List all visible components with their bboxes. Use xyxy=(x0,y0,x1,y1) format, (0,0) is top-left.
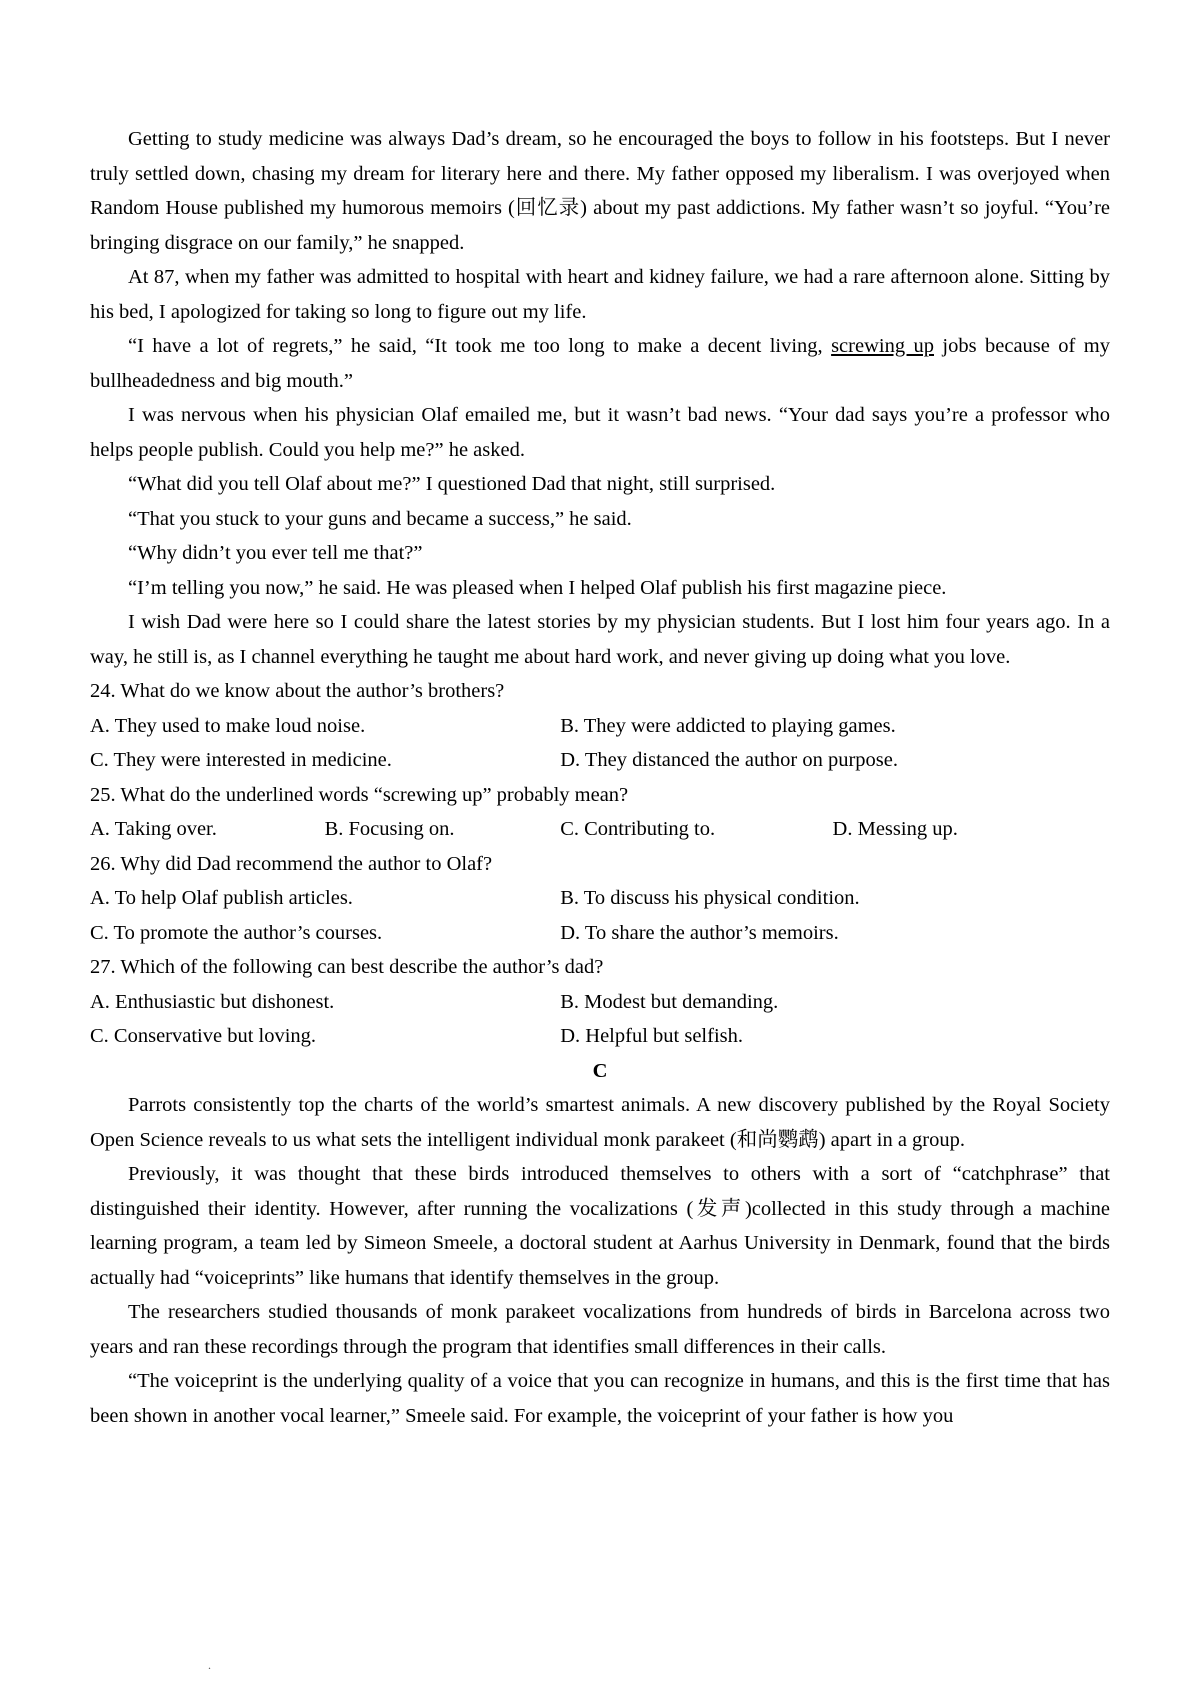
question-27-option-a: A. Enthusiastic but dishonest. xyxy=(90,990,335,1013)
stray-print-mark: . xyxy=(208,1658,211,1672)
passage-b-paragraph-5: “What did you tell Olaf about me?” I questioned Dad that night, still surprised. xyxy=(128,473,776,495)
question-25-option-b: B. Focusing on. xyxy=(324,818,455,840)
question-25-option-a: A. Taking over. xyxy=(90,818,217,840)
passage-c-paragraph-3: The researchers studied thousands of monk parakeet vocalizations from hundreds of birds in Barcelona across two years and ran these recordings through the program that identifies small differences in their calls. xyxy=(90,1301,1110,1358)
passage-b-paragraph-7: “Why didn’t you ever tell me that?” xyxy=(128,542,423,564)
passage-b-paragraph-4: I was nervous when his physician Olaf emailed me, but it wasn’t bad news. “Your dad says you’re a professor who helps people publish. Could you help me?” he asked. xyxy=(90,404,1110,461)
question-25-option-c: C. Contributing to. xyxy=(560,818,716,840)
paragraph-text-before: “I have a lot of regrets,” he said, “It took me too long to make a decent living, xyxy=(128,335,832,357)
question-24 xyxy=(90,674,1110,778)
question-27-option-d: D. Helpful but selfish. xyxy=(560,1025,743,1047)
question-26-options-row-2 xyxy=(90,916,1110,951)
question-24-options-row-2 xyxy=(90,743,1110,778)
question-27-option-c: C. Conservative but loving. xyxy=(90,1025,317,1047)
passage-c-paragraph-4: “The voiceprint is the underlying quality of a voice that you can recognize in humans, and this is the first time that has been shown in another vocal learner,” Smeele said. For example, the voiceprint of your father is how you xyxy=(90,1370,1110,1427)
passage-b-paragraph-2: At 87, when my father was admitted to hospital with heart and kidney failure, we had a rare afternoon alone. Sitting by his bed, I apologized for taking so long to figure out my life. xyxy=(90,266,1110,323)
question-26-option-b: B. To discuss his physical condition. xyxy=(560,887,860,909)
paragraph-text-after: jobs because of my bullheadedness and big mouth.” xyxy=(90,335,1110,392)
question-25-text: 25. What do the underlined words “screwing up” probably mean? xyxy=(90,783,629,806)
question-26-option-d: D. To share the author’s memoirs. xyxy=(560,921,839,944)
question-24-options-row-1 xyxy=(90,709,1110,744)
passage-b-paragraph-1: Getting to study medicine was always Dad’s dream, so he encouraged the boys to follow in his footsteps. But I never truly settled down, chasing my dream for literary here and there. My father opposed my liberalism. I was overjoyed when Random House published my humorous memoirs (回忆录) about my past addictions. My father wasn’t so joyful. “You’re bringing disgrace on our family,” he snapped. xyxy=(90,128,1110,254)
section-c-heading: C xyxy=(592,1059,608,1082)
question-24-option-a: A. They used to make loud noise. xyxy=(90,714,366,737)
passage-c-paragraph-2: Previously, it was thought that these birds introduced themselves to others with a sort of “catchphrase” that distinguished their identity. However, after running the vocalizations (发声)collected in this study through a machine learning program, a team led by Simeon Smeele, a doctoral student at Aarhus University in Denmark, found that the birds actually had “voiceprints” like humans that identify themselves in the group. xyxy=(90,1163,1110,1289)
question-27-option-b: B. Modest but demanding. xyxy=(560,990,779,1013)
question-27-options-row-2 xyxy=(90,1019,1110,1054)
question-24-option-c: C. They were interested in medicine. xyxy=(90,749,392,771)
question-26-options-row-1 xyxy=(90,881,1110,916)
question-25-options-row xyxy=(90,812,1110,847)
passage-b-paragraph-9: I wish Dad were here so I could share the latest stories by my physician students. But I lost him four years ago. In a way, he still is, as I channel everything he taught me about hard work, and never giving up doing what you love. xyxy=(90,611,1110,668)
passage-c-paragraph-1: Parrots consistently top the charts of the world’s smartest animals. A new discovery published by the Royal Society Open Science reveals to us what sets the intelligent individual monk parakeet (和尚鹦鹉) apart in a group. xyxy=(90,1094,1110,1151)
question-26-option-a: A. To help Olaf publish articles. xyxy=(90,887,353,909)
question-24-option-d: D. They distanced the author on purpose. xyxy=(560,749,899,771)
question-27-options-row-1 xyxy=(90,985,1110,1020)
question-26-option-c: C. To promote the author’s courses. xyxy=(90,921,383,944)
passage-b-paragraph-6: “That you stuck to your guns and became a success,” he said. xyxy=(128,507,632,530)
passage-b-paragraph-3 xyxy=(90,329,1110,398)
passage-b-paragraph-8: “I’m telling you now,” he said. He was pleased when I helped Olaf publish his first magazine piece. xyxy=(128,576,947,599)
question-26 xyxy=(90,847,1110,951)
question-24-option-b: B. They were addicted to playing games. xyxy=(560,714,896,737)
question-24-text: 24. What do we know about the author’s brothers? xyxy=(90,680,505,702)
question-27-text: 27. Which of the following can best describe the author’s dad? xyxy=(90,956,604,978)
question-25 xyxy=(90,778,1110,847)
underlined-phrase: screwing up xyxy=(831,335,934,357)
question-26-text: 26. Why did Dad recommend the author to Olaf? xyxy=(90,852,493,875)
question-27 xyxy=(90,950,1110,1054)
question-25-option-d: D. Messing up. xyxy=(832,818,958,840)
